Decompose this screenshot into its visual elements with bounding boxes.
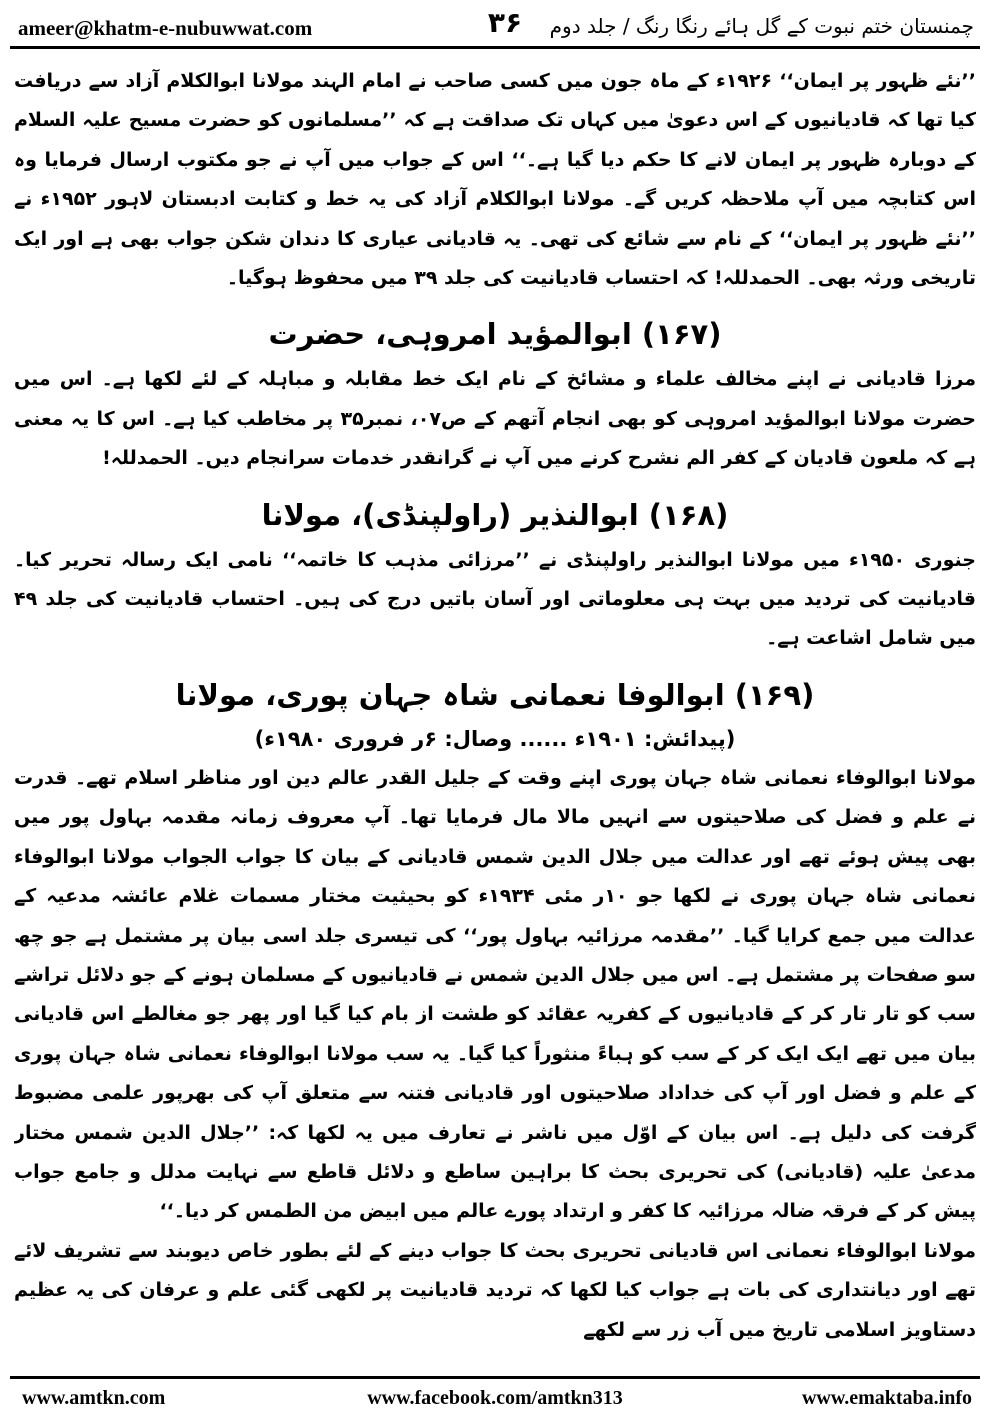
section-heading: (۱۶۷) ابوالمؤید امروہی، حضرت	[268, 317, 722, 352]
section-dates: (پیدائش: ۱۹۰۱ء ...... وصال: ۶ر فروری ۱۹۸۰ء)	[254, 726, 736, 751]
section-heading: (۱۶۸) ابوالنذیر (راولپنڈی)، مولانا	[261, 497, 729, 532]
book-title: چمنستان ختم نبوت کے گل ہائے رنگا رنگ / جلد دوم	[549, 14, 974, 38]
footer-link-amtkn[interactable]: www.amtkn.com	[22, 1387, 166, 1409]
footer-link-emaktaba[interactable]: www.emaktaba.info	[801, 1387, 972, 1409]
paragraph: ’’نئے ظہور پر ایمان‘‘ ۱۹۲۶ء کے ماہ جون میں کسی صاحب نے امام الہند مولانا ابوالکلام آزاد سے دریافت کیا تھا کہ قادیانیوں کے اس دعویٰ میں کہاں تک صداقت ہے کہ ’’مسلمانوں کو حضرت مسیح علیہ السلام کے دوبارہ ظہور پر ایمان لانے کا حکم دیا گیا ہے۔‘‘ اس کے جواب میں آپ نے جو مکتوب ارسال فرمایا وہ اس کتابچہ میں آپ ملاحظہ کریں گے۔ مولانا ابوالکلام آزاد کی یہ خط و کتابت ادبستان لاہور ۱۹۵۲ء نے ’’نئے ظہور پر ایمان‘‘ کے نام سے شائع کی تھی۔ یہ قادیانی عیاری کا دندان شکن جواب بھی ہے اور ایک تاریخی ورثہ بھی۔ الحمدللہ! کہ احتساب قادیانیت کی جلد ۳۹ میں محفوظ ہوگیا۔	[14, 70, 976, 290]
paragraph: مرزا قادیانی نے اپنے مخالف علماء و مشائخ کے نام ایک خط مقابلہ و مباہلہ کے لئے لکھا ہے۔ اس میں حضرت مولانا ابوالمؤید امروہی کو بھی انجام آتھم کے ص۰۷، نمبر۳۵ پر مخاطب کیا ہے۔ اس کا یہ معنی ہے کہ ملعون قادیان کے کفر الم نشرح کرنے میں آپ نے گرانقدر خدمات سرانجام دیں۔ الحمدللہ!	[14, 368, 976, 470]
section-167	[14, 312, 976, 478]
paragraph: جنوری ۱۹۵۰ء میں مولانا ابوالنذیر راولپنڈی نے ’’مرزائی مذہب کا خاتمہ‘‘ نامی ایک رسالہ تحریر کیا۔ قادیانیت کی تردید میں بہت ہی معلوماتی اور آسان باتیں درج کی ہیں۔ احتساب قادیانیت کی جلد ۴۹ میں شامل اشاعت ہے۔	[14, 548, 976, 650]
paragraph: مولانا ابوالوفاء نعمانی اس قادیانی تحریری بحث کا جواب دینے کے لئے بطور خاص دیوبند سے تشریف لائے تھے اور دیانتداری کی بات ہے جواب کیا لکھا کہ تردید قادیانیت پر لکھی گئی علم و عرفان کی یہ عظیم دستاویز اسلامی تاریخ میں آب زر سے لکھے	[14, 1239, 976, 1341]
section-heading: (۱۶۹) ابوالوفا نعمانی شاہ جہان پوری، مولانا	[175, 677, 815, 712]
page-footer	[10, 1376, 980, 1419]
page-header	[10, 6, 980, 49]
page-number: ۳۶	[487, 6, 523, 39]
section-intro	[14, 62, 976, 298]
page-content	[14, 62, 976, 1370]
section-169	[14, 673, 976, 1350]
paragraph: مولانا ابوالوفاء نعمانی شاہ جہان پوری اپنے وقت کے جلیل القدر عالم دین اور مناظر اسلام تھے۔ قدرت نے علم و فضل کی صلاحیتوں سے انہیں مالا مال فرمایا تھا۔ آپ معروف زمانہ مقدمہ بہاول پور میں بھی پیش ہوئے تھے اور عدالت میں جلال الدین شمس قادیانی کے بیان کا جواب الجواب مولانا ابوالوفاء نعمانی شاہ جہان پوری نے لکھا جو ۱۰ر مئی ۱۹۳۴ء کو بحیثیت مختار مسمات غلام عائشہ مدعیہ کے عدالت میں جمع کرایا گیا۔ ’’مقدمہ مرزائیہ بہاول پور‘‘ کی تیسری جلد اسی بیان پر مشتمل ہے جو چھ سو صفحات پر مشتمل ہے۔ اس میں جلال الدین شمس نے قادیانیوں کے مسلمان ہونے کے جو دلائل تراشے سب کو تار تار کر کے قادیانیوں کے کفریہ عقائد کو طشت از بام کیا گیا اور پھر جو مغالطے اس قادیانی بیان میں تھے ایک ایک کر کے سب کو ہباءً منثوراً کیا گیا۔ یہ سب مولانا ابوالوفاء نعمانی شاہ جہان پوری کے علم و فضل اور آپ کی خداداد صلاحیتوں اور قادیانی فتنہ سے متعلق آپ کی بھرپور علمی مضبوط گرفت کی دلیل ہے۔ اس بیان کے اوّل میں ناشر نے تعارف میں یہ لکھا کہ: ’’جلال الدین شمس مختار مدعیٰ علیہ (قادیانی) کی تحریری بحث کا براہین ساطع و دلائل قاطع سے نہایت مدلل و جامع جواب پیش کر کے فرقہ ضالہ مرزائیہ کا کفر و ارتداد پورے عالم میں ابیض من الطمس کر دیا۔‘‘	[14, 766, 976, 1223]
footer-link-facebook[interactable]: www.facebook.com/amtkn313	[367, 1387, 623, 1409]
section-168	[14, 493, 976, 659]
header-email[interactable]: ameer@khatm-e-nubuwwat.com	[18, 16, 313, 40]
